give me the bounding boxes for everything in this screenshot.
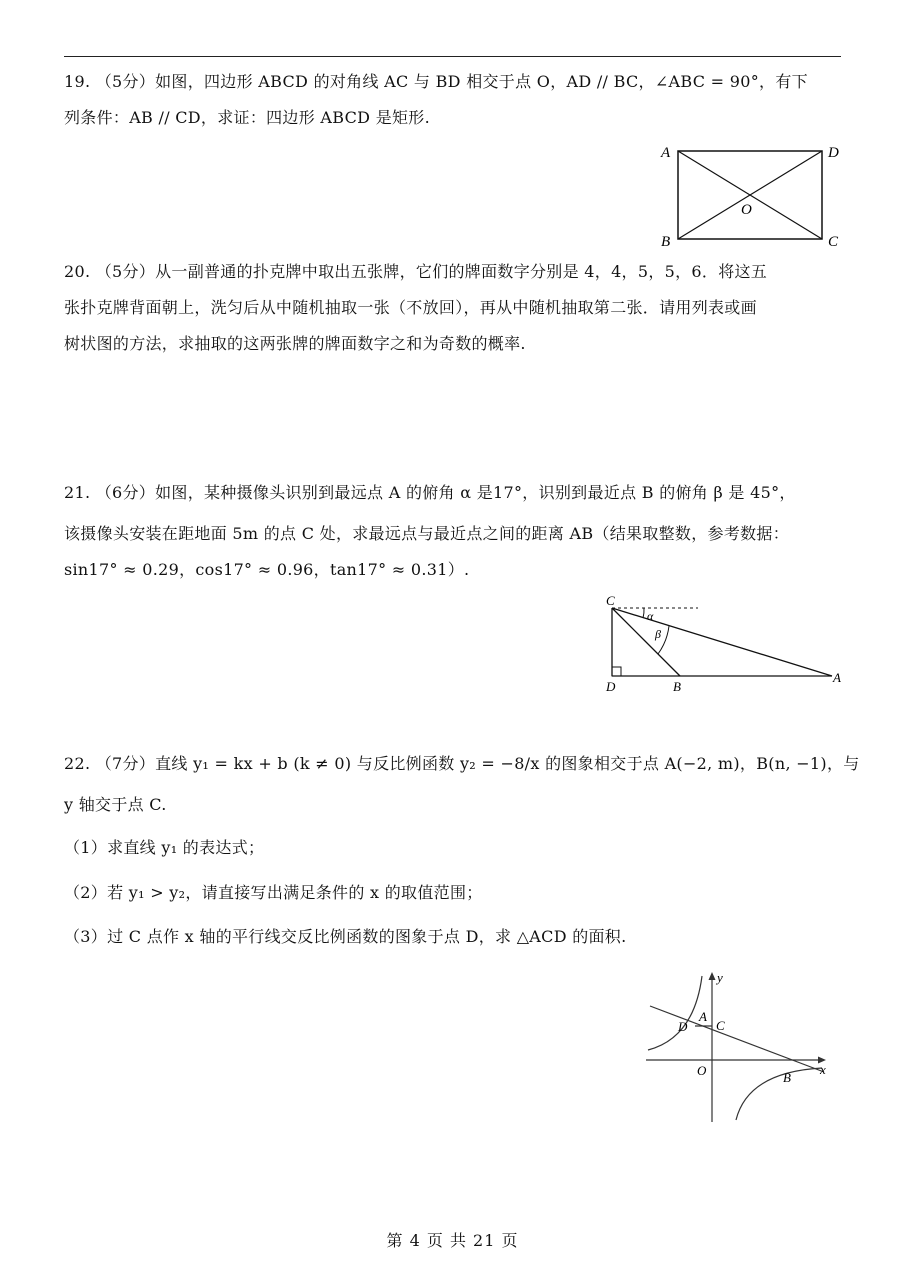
q20-line2: 张扑克牌背面朝上，洗匀后从中随机抽取一张（不放回），再从中随机抽取第二张．请用列表或画: [64, 298, 757, 317]
header-rule: [64, 56, 841, 57]
q19-line1: 19. （5分）如图，四边形 ABCD 的对角线 AC 与 BD 相交于点 O，AD // BC，∠ABC = 90°，有下: [64, 72, 808, 91]
q19-rectangle-figure: [650, 138, 850, 250]
label-a: A: [661, 145, 671, 161]
hyperbola-branch-right: [736, 1068, 822, 1120]
q22-sub3: （3）过 C 点作 x 轴的平行线交反比例函数的图象于点 D，求 △ACD 的面积.: [64, 927, 627, 946]
label-x: x: [820, 1062, 826, 1077]
q20-line1: 20. （5分）从一副普通的扑克牌中取出五张牌，它们的牌面数字分别是 4，4，5，5，6．将这五: [64, 262, 768, 281]
label-c: C: [716, 1018, 725, 1033]
q21-line1: 21. （6分）如图，某种摄像头识别到最远点 A 的俯角 α 是17°，识别到最近点 B 的俯角 β 是 45°，: [64, 483, 796, 502]
label-b: B: [661, 234, 671, 250]
label-c: C: [606, 594, 615, 608]
q22-sub2: （2）若 y₁ > y₂，请直接写出满足条件的 x 的取值范围；: [64, 883, 483, 902]
q22-line2: y 轴交于点 C.: [64, 795, 167, 814]
q21-camera-figure: [600, 594, 850, 694]
label-alpha: α: [647, 609, 654, 623]
label-a: A: [833, 670, 841, 685]
label-b: B: [673, 679, 681, 694]
right-angle-mark: [612, 667, 621, 676]
label-a: A: [699, 1009, 707, 1024]
q20-line3: 树状图的方法，求抽取的这两张牌的牌面数字之和为奇数的概率.: [64, 334, 526, 353]
q19-line2: 列条件：AB // CD，求证：四边形 ABCD 是矩形.: [64, 108, 430, 127]
hyperbola-branch-left: [648, 976, 702, 1050]
y-axis-arrow: [709, 972, 716, 980]
line-y1: [650, 1006, 824, 1072]
label-y: y: [717, 970, 723, 985]
label-b: B: [783, 1070, 791, 1085]
q22-sub1: （1）求直线 y₁ 的表达式；: [64, 838, 265, 857]
alpha-arc: [643, 608, 644, 618]
label-o: O: [697, 1063, 707, 1078]
q22-function-figure: [640, 968, 840, 1128]
label-d: D: [828, 145, 839, 161]
q21-line2: 该摄像头安装在距地面 5m 的点 C 处，求最远点与最近点之间的距离 AB（结果取整数，参考数据：: [64, 524, 790, 543]
page-footer: 第 4 页 共 21 页: [386, 1231, 519, 1250]
label-d: D: [606, 679, 616, 694]
label-c: C: [828, 234, 839, 250]
q21-line3: sin17° ≈ 0.29，cos17° ≈ 0.96，tan17° ≈ 0.31）.: [64, 560, 470, 579]
label-d: D: [678, 1019, 688, 1034]
label-beta: β: [655, 627, 661, 641]
q22-line1: 22. （7分）直线 y₁ = kx + b (k ≠ 0) 与反比例函数 y₂ = −8/x 的图象相交于点 A(−2, m)，B(n, −1)，与: [64, 754, 860, 773]
segment-ca: [612, 608, 832, 676]
label-o: O: [741, 202, 752, 218]
